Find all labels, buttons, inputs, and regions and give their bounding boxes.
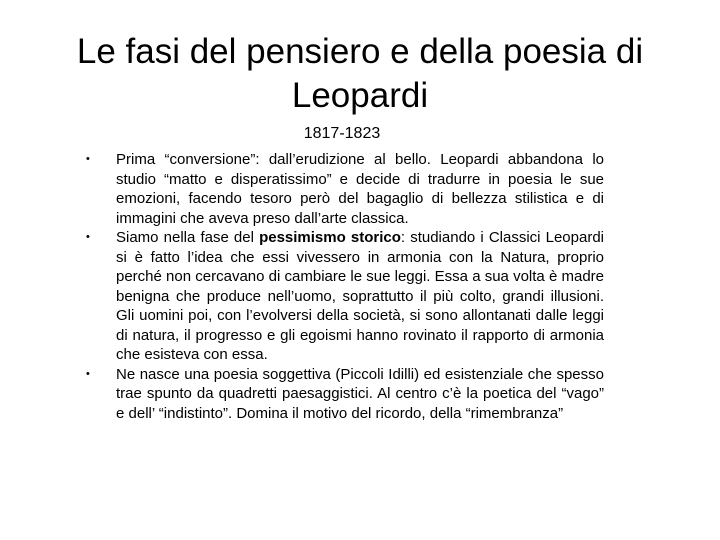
- bullet-item-3: [78, 365, 604, 424]
- bullet-list: [78, 150, 604, 423]
- bullet-text-pre: Siamo nella fase del: [116, 229, 260, 246]
- bullet-marker: •: [86, 367, 90, 380]
- bullet-text: [116, 228, 604, 365]
- bullet-marker: •: [86, 231, 90, 243]
- slide-subtitle: 1817-1823: [303, 125, 381, 142]
- bullet-text: Prima “conversione”: dall’erudizione al bello. Leopardi abbandona lo studio “matto e disperatissimo” e decide di tradurre in poesia le sue emozioni, facendo tesoro però del bagaglio di bellezza stilistica e di immagini che aveva preso dall’arte classica.: [116, 151, 604, 227]
- bullet-text-emphasis: pessimismo storico: [259, 229, 401, 246]
- bullet-text: Ne nasce una poesia soggettiva (Piccoli Idilli) ed esistenziale che spesso trae spunto da quadretti paesaggistici. Al centro c’è la poetica del “vago” e dell’ “indistinto”. Domina il motivo del ricordo, della “rimembranza”: [116, 365, 604, 422]
- bullet-item-1: [78, 150, 604, 228]
- bullet-marker: •: [86, 153, 90, 165]
- bullet-item-2: [78, 228, 604, 365]
- bullet-text-post: : studiando i Classici Leopardi si è fatto l’idea che essi vivessero in armonia con la Natura, proprio perché non cercavano di cambiare le sue leggi. Essa a sua volta è madre benigna che produce nell’uomo, soprattutto il più colto, grandi illusioni. Gli uomini poi, con l’evolversi della società, si sono allontanati dalle leggi di natura, il progresso e gli egoismi hanno rovinato il rapporto di armonia che esisteva con essa.: [116, 229, 604, 363]
- slide-title: Le fasi del pensiero e della poesia di Leopardi: [76, 32, 644, 115]
